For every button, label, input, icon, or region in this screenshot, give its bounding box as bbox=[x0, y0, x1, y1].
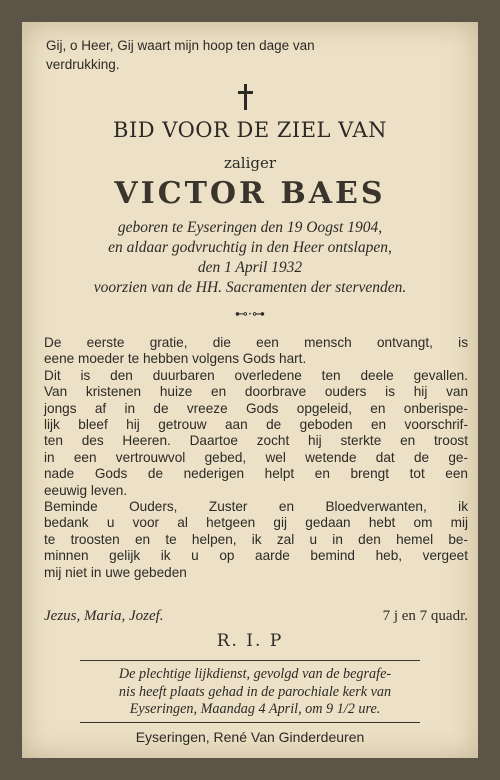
printer-credit: Eyseringen, René Van Ginderdeuren bbox=[135, 729, 365, 745]
body-line: Dit is den duurbaren overledene ten deele gevallen. bbox=[44, 367, 468, 383]
bio-line: den 1 April 1932 bbox=[197, 259, 303, 276]
body-line: De eerste gratie, die een mensch ontvangt, is bbox=[44, 335, 468, 350]
funeral-line: nis heeft plaats gehad in de parochiale kerk van bbox=[118, 683, 392, 700]
body-line: nade Gods de nederigen helpt en brengt tot een bbox=[44, 466, 468, 482]
rip: R. I. P bbox=[216, 631, 284, 651]
body-line: te troosten en te helpen, ik zal u in den hemel be- bbox=[44, 531, 468, 547]
body-line: Van kristenen huize en doorbrave ouders is hij van bbox=[44, 384, 468, 400]
body-line: lijk bleef hij getrouw aan de geboden en voorschrif- bbox=[44, 417, 468, 433]
cross-icon bbox=[236, 84, 256, 110]
invocation: Jezus, Maria, Jozef. bbox=[44, 608, 164, 624]
funeral-line: Eyseringen, Maandag 4 April, om 9 1/2 ure. bbox=[129, 701, 381, 717]
verse-line: Gij, o Heer, Gij waart mijn hoop ten dage van bbox=[46, 38, 315, 53]
bio-line: voorzien van de HH. Sacramenten der stervenden. bbox=[93, 279, 407, 296]
body-line: eene moeder te hebben volgens Gods hart. bbox=[44, 351, 307, 367]
body-line: in een vertrouwvol gebed, wel wetende dat de ge- bbox=[44, 449, 468, 465]
verse-line: verdrukking. bbox=[46, 57, 120, 72]
body-line: ten des Heeren. Daartoe zocht hij sterkte en troost bbox=[44, 433, 468, 449]
divider bbox=[80, 722, 420, 723]
bio-line: en aldaar godvruchtig in den Heer ontslapen, bbox=[108, 239, 392, 256]
body-line: eeuwig leven. bbox=[44, 482, 128, 498]
memorial-card bbox=[22, 22, 478, 758]
body-line: mij niet in uwe gebeden bbox=[44, 564, 187, 580]
body-line: bedank u voor al hetgeen gij gedaan hebt om mij bbox=[44, 515, 468, 531]
funeral-line: De plechtige lijkdienst, gevolgd van de begrafe- bbox=[118, 666, 392, 682]
body-line: jongs af in de vreeze Gods opgeleid, en onberispe- bbox=[44, 400, 468, 416]
bible-verse bbox=[46, 36, 464, 74]
bio-block bbox=[22, 218, 478, 298]
ornament-icon: ⊷·⊶ bbox=[234, 307, 266, 322]
body-line: minnen gelijk ik u op aarde bemind heb, vergeet bbox=[44, 548, 468, 564]
subheading: zaliger bbox=[223, 154, 277, 172]
deceased-name: VICTOR BAES bbox=[114, 176, 386, 211]
indulgence: 7 j en 7 quadr. bbox=[382, 608, 468, 624]
body-text bbox=[44, 335, 468, 581]
divider bbox=[80, 660, 420, 661]
body-line: Beminde Ouders, Zuster en Bloedverwanten, ik bbox=[44, 499, 468, 515]
funeral-notice bbox=[46, 666, 464, 719]
heading: BID VOOR DE ZIEL VAN bbox=[113, 118, 387, 142]
bio-line: geboren te Eyseringen den 19 Oogst 1904, bbox=[117, 219, 383, 236]
